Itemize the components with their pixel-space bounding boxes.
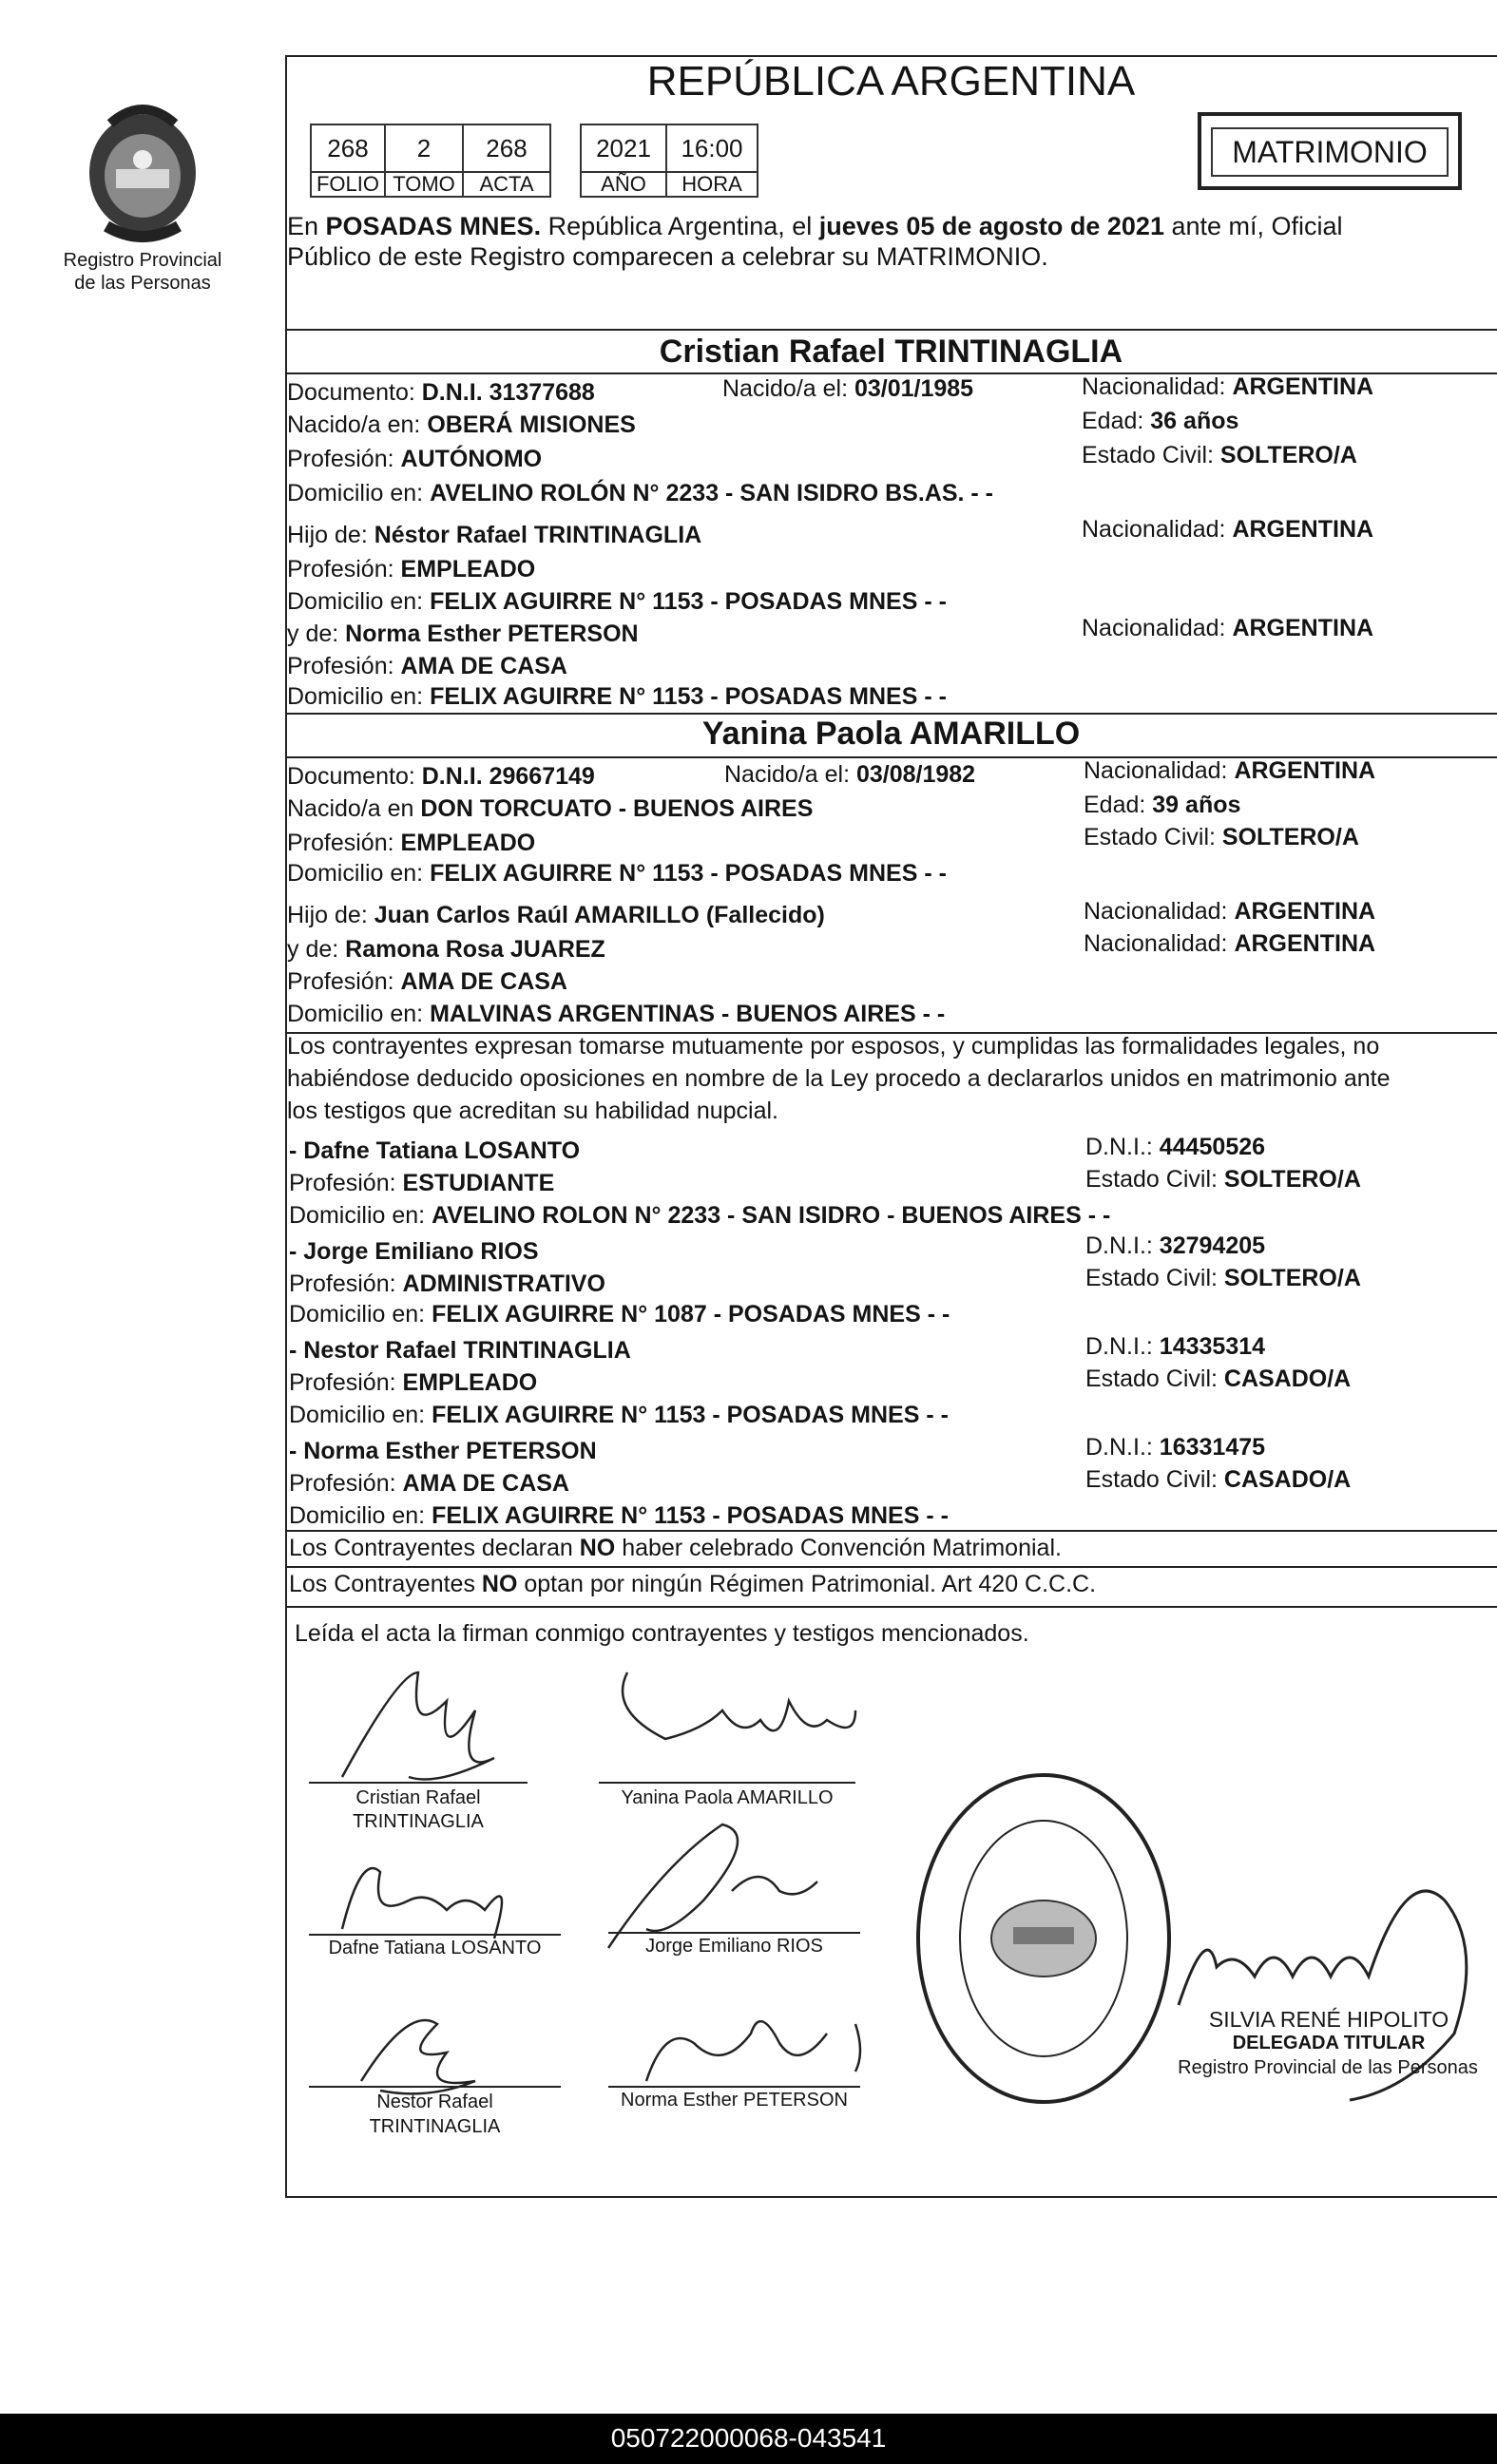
field-label: y de: bbox=[287, 621, 346, 647]
party1-nationality bbox=[1082, 372, 1373, 401]
witness-name: - Dafne Tatiana LOSANTO bbox=[289, 1137, 581, 1164]
field-value: EMPLEADO bbox=[400, 556, 536, 583]
party2-document bbox=[287, 762, 595, 791]
footer-barcode: 050722000068-043541 bbox=[610, 2423, 887, 2453]
party2-mother-nationality bbox=[1084, 929, 1375, 958]
officer-organization: Registro Provincial de las Personas bbox=[1178, 2057, 1478, 2078]
field-label: Profesión: bbox=[289, 1369, 403, 1396]
logo bbox=[57, 86, 228, 295]
field-label: Domicilio en: bbox=[287, 1001, 431, 1027]
field-value: CASADO/A bbox=[1223, 1466, 1352, 1493]
field-label: Estado Civil: bbox=[1084, 824, 1222, 850]
field-value: 16331475 bbox=[1159, 1434, 1266, 1461]
party1-mother bbox=[287, 620, 639, 648]
field-value: Juan Carlos Raúl AMARILLO (Fallecido) bbox=[374, 902, 825, 928]
divider bbox=[285, 329, 1497, 331]
field-value: AVELINO ROLON N° 2233 - SAN ISIDRO - BUENOS AIRES - - bbox=[432, 1202, 1111, 1229]
field-label: Domicilio en: bbox=[289, 1301, 432, 1328]
witness-name: - Nestor Rafael TRINTINAGLIA bbox=[289, 1337, 631, 1364]
intro-text: República Argentina, el bbox=[541, 212, 819, 240]
field-value: ARGENTINA bbox=[1234, 757, 1376, 784]
field-value: ESTUDIANTE bbox=[402, 1170, 555, 1196]
field-value: SOLTERO/A bbox=[1223, 1265, 1361, 1291]
witness-address bbox=[289, 1401, 949, 1429]
field-label: Domicilio en: bbox=[287, 480, 431, 506]
witness-dni bbox=[1085, 1232, 1265, 1260]
field-label: Estado Civil: bbox=[1082, 442, 1220, 468]
field-value: AVELINO ROLÓN N° 2233 - SAN ISIDRO BS.AS. - - bbox=[430, 480, 994, 506]
witness-civil-status bbox=[1085, 1165, 1361, 1194]
folio-label: FOLIO bbox=[310, 171, 386, 198]
field-value: AMA DE CASA bbox=[402, 1470, 569, 1497]
field-label: Profesión: bbox=[287, 830, 401, 856]
field-value: DON TORCUATO - BUENOS AIRES bbox=[420, 795, 814, 822]
field-value: ARGENTINA bbox=[1234, 930, 1376, 957]
field-label: y de: bbox=[287, 936, 346, 963]
field-label: Estado Civil: bbox=[1085, 1265, 1224, 1291]
field-label: Hijo de: bbox=[287, 902, 374, 928]
logo-caption-line1: Registro Provincial bbox=[63, 250, 222, 271]
witness-civil-status bbox=[1085, 1465, 1351, 1494]
declaration-line3: los testigos que acreditan su habilidad nupcial. bbox=[287, 1098, 779, 1124]
party2-name: Yanina Paola AMARILLO bbox=[701, 716, 1081, 752]
field-label: Estado Civil: bbox=[1085, 1466, 1224, 1493]
party2-address bbox=[287, 859, 947, 888]
party1-father bbox=[287, 521, 701, 549]
field-value: Ramona Rosa JUAREZ bbox=[345, 936, 605, 963]
signature-strokes bbox=[0, 1634, 1497, 2300]
intro-date: jueves 05 de agosto de 2021 bbox=[818, 212, 1164, 240]
field-value: OBERÁ MISIONES bbox=[427, 411, 636, 438]
document-title: REPÚBLICA ARGENTINA bbox=[646, 58, 1136, 105]
field-label: Documento: bbox=[287, 379, 422, 406]
intro-text: En bbox=[287, 212, 326, 240]
witness-profession bbox=[289, 1270, 605, 1298]
intro-place: POSADAS MNES. bbox=[325, 212, 542, 240]
field-value: 36 años bbox=[1150, 408, 1239, 434]
field-value: D.N.I. 31377688 bbox=[421, 379, 595, 406]
convention-text: haber celebrado Convención Matrimonial. bbox=[615, 1535, 1062, 1561]
year-value: 2021 bbox=[580, 124, 667, 173]
party1-birthplace bbox=[287, 411, 636, 439]
party1-father-profession bbox=[287, 555, 535, 583]
witness-address bbox=[289, 1201, 1110, 1230]
witness-dni bbox=[1085, 1332, 1265, 1361]
field-value: SOLTERO/A bbox=[1223, 1166, 1361, 1193]
footer-bar bbox=[0, 2414, 1497, 2464]
field-value: 03/08/1982 bbox=[855, 761, 976, 788]
party1-mother-profession bbox=[287, 652, 567, 680]
party2-parents-address bbox=[287, 1000, 945, 1028]
signature-caption-norma: Norma Esther PETERSON bbox=[621, 2090, 848, 2111]
convention-text: optan por ningún Régimen Patrimonial. Art 420 C.C.C. bbox=[517, 1571, 1097, 1597]
field-label: Profesión: bbox=[289, 1470, 403, 1497]
field-label: Nacionalidad: bbox=[1082, 615, 1233, 641]
field-value: ADMINISTRATIVO bbox=[402, 1270, 605, 1297]
hour-value: 16:00 bbox=[665, 124, 758, 173]
field-label: Profesión: bbox=[287, 556, 401, 583]
party2-father-nationality bbox=[1084, 897, 1375, 926]
field-value: ARGENTINA bbox=[1232, 615, 1374, 641]
record-type-box bbox=[1198, 112, 1462, 190]
signature-caption-nestor-line2: TRINTINAGLIA bbox=[369, 2116, 501, 2137]
field-label: Domicilio en: bbox=[287, 860, 431, 887]
declaration-line1: Los contrayentes expresan tomarse mutuamente por esposos, y cumplidas las formalidades legales, no bbox=[287, 1033, 1380, 1060]
field-value: SOLTERO/A bbox=[1221, 824, 1359, 850]
field-label: Nacido/a en: bbox=[287, 411, 428, 438]
logo-caption-line2: de las Personas bbox=[74, 273, 211, 294]
field-value: EMPLEADO bbox=[402, 1369, 538, 1396]
party1-civil-status bbox=[1082, 441, 1357, 469]
record-type-label: MATRIMONIO bbox=[1211, 127, 1449, 177]
party2-profession bbox=[287, 829, 535, 857]
field-value: 03/01/1985 bbox=[854, 375, 974, 402]
field-value: AUTÓNOMO bbox=[400, 446, 543, 472]
officer-name: SILVIA RENÉ HIPOLITO bbox=[1208, 2007, 1449, 2032]
witness-dni bbox=[1085, 1133, 1265, 1161]
signature-caption-cristian-line2: TRINTINAGLIA bbox=[353, 1811, 484, 1832]
officer-title: DELEGADA TITULAR bbox=[1232, 2033, 1426, 2053]
party1-document bbox=[287, 378, 595, 407]
field-label: D.N.I.: bbox=[1085, 1134, 1160, 1160]
convention-no: NO bbox=[481, 1571, 518, 1597]
field-label: Profesión: bbox=[287, 968, 401, 995]
field-value: AMA DE CASA bbox=[400, 653, 567, 679]
signature-caption-jorge: Jorge Emiliano RIOS bbox=[645, 1936, 823, 1957]
field-label: D.N.I.: bbox=[1085, 1434, 1160, 1461]
field-label: D.N.I.: bbox=[1085, 1333, 1160, 1360]
field-label: Profesión: bbox=[289, 1170, 403, 1196]
official-seal-icon bbox=[911, 1767, 1177, 2110]
intro-text: ante mí, Oficial bbox=[1163, 212, 1343, 240]
party1-mother-address bbox=[287, 682, 947, 711]
field-label: Domicilio en: bbox=[287, 683, 431, 710]
field-label: Nacido/a el: bbox=[724, 761, 856, 788]
intro-line1 bbox=[287, 211, 1343, 241]
field-label: Edad: bbox=[1082, 408, 1151, 434]
field-value: MALVINAS ARGENTINAS - BUENOS AIRES - - bbox=[430, 1001, 946, 1027]
party1-birthdate bbox=[722, 374, 973, 403]
party2-father bbox=[287, 901, 825, 929]
field-value: CASADO/A bbox=[1223, 1366, 1352, 1392]
divider bbox=[285, 1530, 1497, 1532]
provincial-coat-of-arms-icon bbox=[57, 86, 228, 257]
signature-cristian bbox=[342, 1672, 494, 1780]
field-label: Nacionalidad: bbox=[1084, 930, 1235, 957]
signature-caption-dafne: Dafne Tatiana LOSANTO bbox=[328, 1938, 542, 1958]
witness-name: - Jorge Emiliano RIOS bbox=[289, 1238, 539, 1265]
field-label: Domicilio en: bbox=[289, 1402, 432, 1428]
field-label: Nacido/a en bbox=[287, 795, 421, 822]
signature-dafne bbox=[342, 1868, 502, 1939]
field-value: FELIX AGUIRRE N° 1153 - POSADAS MNES - - bbox=[432, 1402, 949, 1428]
witness-civil-status bbox=[1085, 1365, 1351, 1393]
party1-father-nationality bbox=[1082, 515, 1373, 544]
field-value: ARGENTINA bbox=[1232, 373, 1374, 400]
acta-value: 268 bbox=[462, 124, 551, 173]
witness-name: - Norma Esther PETERSON bbox=[289, 1438, 597, 1464]
party1-mother-nationality bbox=[1082, 614, 1373, 642]
signature-norma bbox=[646, 2021, 860, 2081]
witness-profession bbox=[289, 1169, 554, 1197]
field-value: FELIX AGUIRRE N° 1087 - POSADAS MNES - - bbox=[432, 1301, 950, 1328]
party1-age bbox=[1082, 407, 1238, 435]
witness-dni bbox=[1085, 1433, 1265, 1461]
party2-birthplace bbox=[287, 794, 813, 823]
party2-mother bbox=[287, 935, 605, 964]
field-label: Estado Civil: bbox=[1085, 1366, 1224, 1392]
field-label: Profesión: bbox=[289, 1270, 403, 1297]
field-value: 32794205 bbox=[1159, 1232, 1266, 1259]
field-value: Norma Esther PETERSON bbox=[345, 621, 639, 647]
field-value: 44450526 bbox=[1159, 1134, 1266, 1160]
convention-text: Los Contrayentes declaran bbox=[289, 1535, 580, 1561]
acta-label: ACTA bbox=[462, 171, 551, 198]
party2-civil-status bbox=[1084, 823, 1359, 851]
party2-birthdate bbox=[724, 760, 975, 789]
field-label: Nacido/a el: bbox=[722, 375, 854, 402]
field-value: SOLTERO/A bbox=[1219, 442, 1357, 468]
field-value: FELIX AGUIRRE N° 1153 - POSADAS MNES - - bbox=[430, 683, 947, 710]
convention-line2 bbox=[289, 1570, 1096, 1598]
signature-caption-cristian-line1: Cristian Rafael bbox=[355, 1787, 481, 1808]
tomo-value: 2 bbox=[384, 124, 464, 173]
signature-yanina bbox=[623, 1672, 855, 1739]
official-seal bbox=[911, 1767, 1177, 2110]
field-label: Documento: bbox=[287, 763, 422, 790]
signature-jorge bbox=[608, 1824, 817, 1948]
convention-text: Los Contrayentes bbox=[289, 1571, 482, 1597]
field-label: Profesión: bbox=[287, 446, 401, 472]
field-value: ARGENTINA bbox=[1234, 898, 1376, 925]
field-label: Hijo de: bbox=[287, 522, 374, 548]
field-label: D.N.I.: bbox=[1085, 1232, 1160, 1259]
witness-address bbox=[289, 1501, 949, 1530]
convention-no: NO bbox=[579, 1535, 616, 1561]
witness-address bbox=[289, 1300, 950, 1328]
party1-address bbox=[287, 479, 993, 507]
field-value: FELIX AGUIRRE N° 1153 - POSADAS MNES - - bbox=[432, 1502, 949, 1529]
convention-line1 bbox=[289, 1534, 1062, 1562]
field-value: 39 años bbox=[1152, 792, 1241, 818]
intro-line2: Público de este Registro comparecen a celebrar su MATRIMONIO. bbox=[287, 242, 1048, 271]
field-label: Nacionalidad: bbox=[1082, 373, 1233, 400]
field-label: Domicilio en: bbox=[287, 588, 431, 615]
declaration-line2: habiéndose deducido oposiciones en nombre de la Ley procedo a declararlos unidos en matrimonio ante bbox=[287, 1065, 1391, 1092]
signature-caption-nestor-line1: Nestor Rafael bbox=[376, 2092, 493, 2112]
field-label: Domicilio en: bbox=[289, 1502, 432, 1529]
field-label: Domicilio en: bbox=[289, 1202, 432, 1229]
year-label: AÑO bbox=[580, 171, 667, 198]
party1-profession bbox=[287, 445, 542, 473]
field-label: Nacionalidad: bbox=[1082, 516, 1233, 543]
tomo-label: TOMO bbox=[384, 171, 464, 198]
field-label: Profesión: bbox=[287, 653, 401, 679]
field-label: Edad: bbox=[1084, 792, 1153, 818]
field-value: ARGENTINA bbox=[1232, 516, 1374, 543]
field-value: 14335314 bbox=[1159, 1333, 1266, 1360]
divider bbox=[285, 1566, 1497, 1568]
party2-mother-profession bbox=[287, 967, 567, 996]
field-label: Nacionalidad: bbox=[1084, 898, 1235, 925]
field-value: FELIX AGUIRRE N° 1153 - POSADAS MNES - - bbox=[430, 588, 947, 615]
field-value: AMA DE CASA bbox=[400, 968, 567, 995]
party1-father-address bbox=[287, 587, 947, 616]
signature-nestor bbox=[361, 2020, 475, 2093]
hour-label: HORA bbox=[665, 171, 758, 198]
field-value: D.N.I. 29667149 bbox=[421, 763, 595, 790]
divider bbox=[285, 1606, 1497, 1608]
witness-civil-status bbox=[1085, 1264, 1361, 1292]
witness-profession bbox=[289, 1368, 537, 1397]
field-label: Estado Civil: bbox=[1085, 1166, 1224, 1193]
folio-value: 268 bbox=[310, 124, 386, 173]
reading-note: Leída el acta la firman conmigo contrayentes y testigos mencionados. bbox=[295, 1620, 1029, 1647]
party1-name: Cristian Rafael TRINTINAGLIA bbox=[659, 334, 1123, 370]
party2-age bbox=[1084, 791, 1240, 819]
signature-caption-yanina: Yanina Paola AMARILLO bbox=[621, 1787, 834, 1808]
field-label: Nacionalidad: bbox=[1084, 757, 1235, 784]
field-value: EMPLEADO bbox=[400, 830, 536, 856]
witness-profession bbox=[289, 1469, 569, 1498]
field-value: FELIX AGUIRRE N° 1153 - POSADAS MNES - - bbox=[430, 860, 947, 887]
field-value: Néstor Rafael TRINTINAGLIA bbox=[374, 522, 702, 548]
party2-nationality bbox=[1084, 756, 1375, 785]
